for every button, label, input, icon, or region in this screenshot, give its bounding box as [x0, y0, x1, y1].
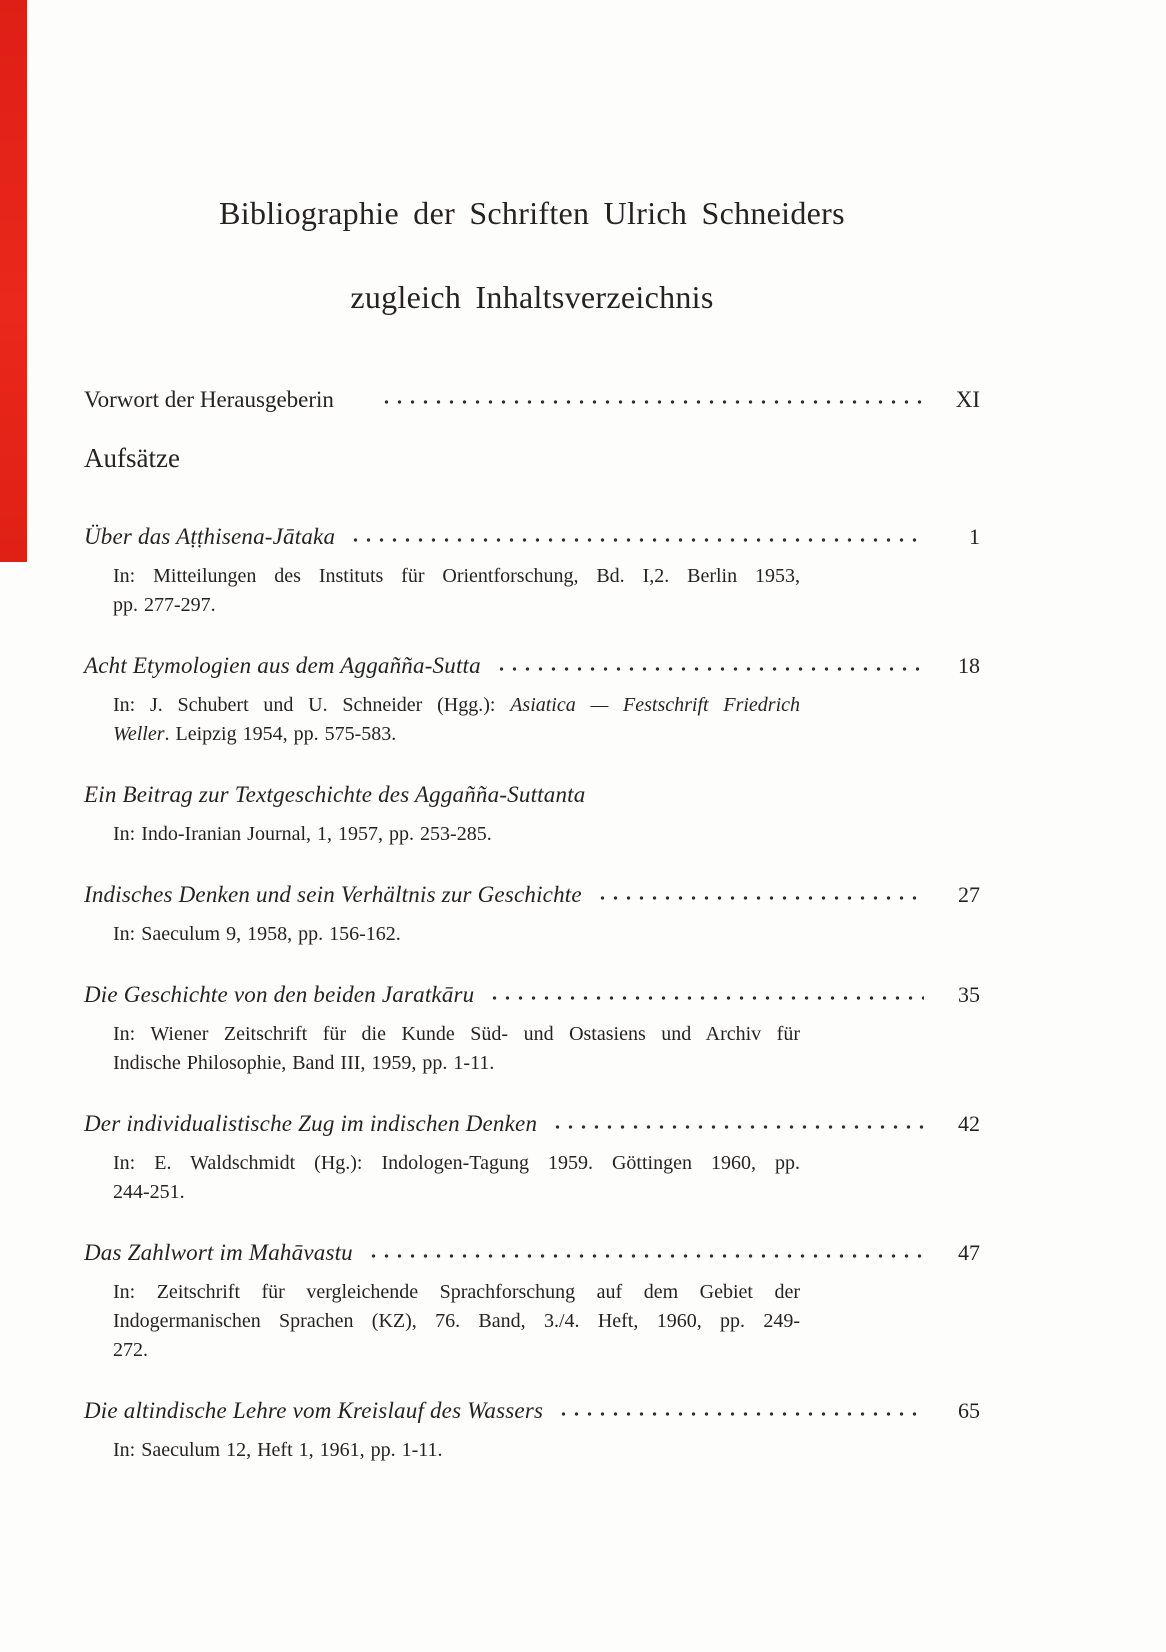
toc-entry-title: Über das Aṭṭhisena-Jātaka [84, 524, 336, 549]
detail-line [113, 591, 800, 620]
toc-entries-list [84, 521, 980, 1465]
detail-line [113, 720, 800, 749]
toc-entry-title-line [84, 779, 980, 811]
toc-entry-title: Acht Etymologien aus dem Aggañña-Sutta [84, 653, 481, 678]
detail-run: In: Saeculum 12, Heft 1, 1961, pp. 1-11. [113, 1439, 443, 1461]
detail-run: In: Saeculum 9, 1958, pp. 156-162. [113, 923, 401, 945]
detail-run: pp. 277-297. [113, 594, 216, 616]
dotted-leader [380, 385, 924, 415]
detail-run: Indogermanischen Sprachen (KZ), 76. Band, 3./4. Heft, 1960, pp. 249- [113, 1310, 800, 1332]
toc-entry-title: Die Geschichte von den beiden Jaratkāru [84, 982, 475, 1007]
page-subtitle: zugleich Inhaltsverzeichnis [350, 279, 714, 315]
toc-entry-title: Ein Beitrag zur Textgeschichte des Aggañña-Suttanta [84, 782, 586, 807]
detail-run: In: J. Schubert und U. Schneider (Hgg.): [113, 694, 511, 716]
detail-run-italic: Weller [113, 723, 165, 745]
page-number: 42 [958, 1111, 980, 1136]
detail-line [113, 1178, 800, 1207]
detail-run: In: Mitteilungen des Instituts für Orientforschung, Bd. I,2. Berlin 1953, [113, 565, 800, 587]
detail-line [113, 820, 800, 849]
detail-run: In: Wiener Zeitschrift für die Kunde Süd- und Ostasiens und Archiv für [113, 1023, 800, 1045]
detail-run: In: E. Waldschmidt (Hg.): Indologen-Tagung 1959. Göttingen 1960, pp. [113, 1152, 800, 1174]
detail-line [113, 691, 800, 720]
toc-entry-details [113, 1020, 800, 1078]
detail-line [113, 1336, 800, 1365]
detail-run: . Leipzig 1954, pp. 575-583. [164, 723, 397, 745]
toc-entry [84, 879, 980, 949]
toc-entry-title-line [84, 879, 980, 911]
page-content [84, 0, 980, 1495]
dotted-leader [557, 1395, 924, 1427]
dotted-leader [488, 979, 924, 1011]
toc-entry-title-line [84, 521, 980, 553]
detail-line [113, 920, 800, 949]
toc-entry-details [113, 1436, 800, 1465]
detail-line [113, 1278, 800, 1307]
toc-entry-title: Indisches Denken und sein Verhältnis zur Geschichte [84, 882, 582, 907]
detail-run: 272. [113, 1339, 148, 1361]
page-number: 65 [958, 1398, 980, 1423]
toc-entry-details [113, 691, 800, 749]
page-number: 1 [969, 524, 980, 549]
page-number: 18 [958, 653, 980, 678]
toc-entry-title: Die altindische Lehre vom Kreislauf des Wassers [84, 1398, 544, 1423]
page-title: Bibliographie der Schriften Ulrich Schneiders [219, 195, 845, 231]
page-number: 47 [958, 1240, 980, 1265]
toc-entry [84, 650, 980, 749]
toc-line-vorwort [84, 385, 980, 415]
toc-entry-details [113, 820, 800, 849]
section-heading: Aufsätze [84, 443, 180, 473]
toc-entry-title-line [84, 650, 980, 682]
scan-edge-artifact [0, 0, 27, 562]
toc-entry [84, 1237, 980, 1365]
toc-entry [84, 1108, 980, 1207]
detail-run: In: Indo-Iranian Journal, 1, 1957, pp. 253-285. [113, 823, 492, 845]
toc-entry-title: Das Zahlwort im Mahāvastu [84, 1240, 353, 1265]
detail-run: In: Zeitschrift für vergleichende Sprachforschung auf dem Gebiet der [113, 1281, 800, 1303]
detail-run: 244-251. [113, 1181, 185, 1203]
toc-entry-title-line [84, 1237, 980, 1269]
dotted-leader [551, 1108, 924, 1140]
detail-line [113, 562, 800, 591]
page-number: XI [955, 387, 980, 412]
toc-entry [84, 1395, 980, 1465]
toc-entry-title: Der individualistische Zug im indischen Denken [84, 1111, 538, 1136]
dotted-leader [367, 1237, 924, 1269]
toc-entry-title-line [84, 1395, 980, 1427]
toc-entry-details [113, 920, 800, 949]
detail-line [113, 1436, 800, 1465]
detail-line [113, 1307, 800, 1336]
dotted-leader [596, 879, 924, 911]
detail-line [113, 1020, 800, 1049]
dotted-leader [349, 521, 924, 553]
page-number: 35 [958, 982, 980, 1007]
page-number: 27 [958, 882, 980, 907]
toc-entry-details [113, 562, 800, 620]
toc-entry-title-line [84, 979, 980, 1011]
toc-entry-details [113, 1149, 800, 1207]
detail-run: Indische Philosophie, Band III, 1959, pp. 1-11. [113, 1052, 495, 1074]
detail-line [113, 1049, 800, 1078]
toc-entry-details [113, 1278, 800, 1365]
front-matter-label: Vorwort der Herausgeberin [84, 387, 334, 412]
detail-line [113, 1149, 800, 1178]
toc-entry-title-line [84, 1108, 980, 1140]
toc-entry [84, 979, 980, 1078]
dotted-leader [495, 650, 924, 682]
toc-entry [84, 779, 980, 849]
toc-entry [84, 521, 980, 620]
detail-run-italic: Asiatica — Festschrift Friedrich [510, 694, 801, 716]
